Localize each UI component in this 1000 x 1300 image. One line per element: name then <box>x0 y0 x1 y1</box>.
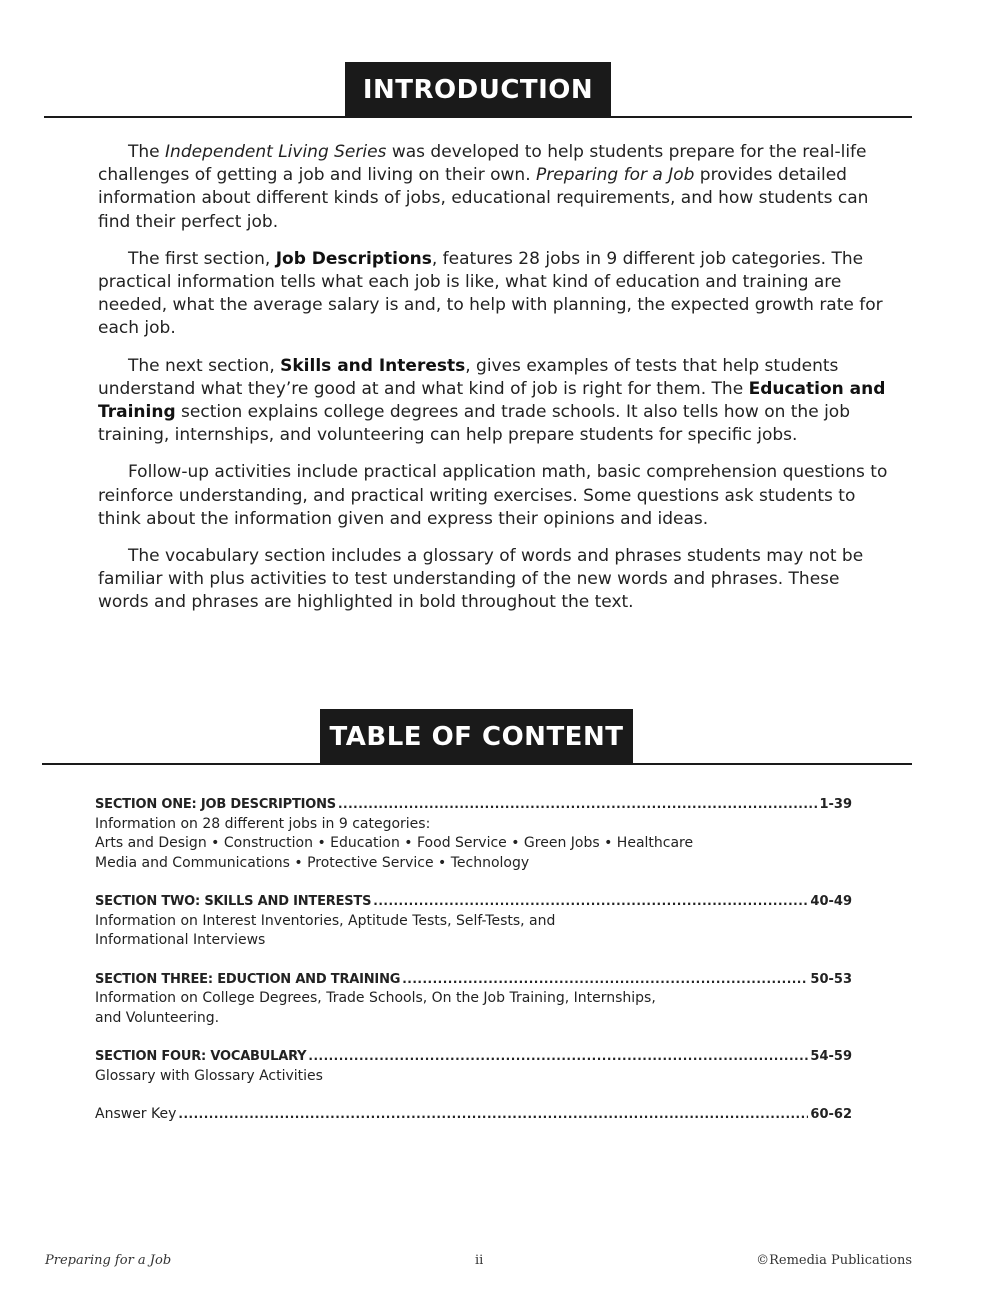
toc-entry <box>95 1105 852 1125</box>
toc-entry-description: Information on College Degrees, Trade Schools, On the Job Training, Internships, <box>95 990 656 1006</box>
footer-publisher: ©Remedia Publications <box>756 1253 912 1268</box>
toc-entry <box>95 892 852 951</box>
toc-entry <box>95 970 852 1029</box>
text-run: , features 28 jobs in 9 different job categories. The practical information tells what each job is like, what kind of education and training are needed, what the average salary is and, to help with planning, the expected growth rate for each job. <box>98 248 883 339</box>
intro-body <box>98 141 888 629</box>
table-of-contents <box>95 795 852 1144</box>
text-run: The <box>128 142 166 162</box>
intro-paragraph <box>98 545 888 615</box>
toc-entry-description: Media and Communications • Protective Service • Technology <box>95 854 530 871</box>
toc-entry-description: Arts and Design • Construction • Education • Food Service • Green Jobs • Healthcare <box>95 835 694 851</box>
toc-entry-description: Glossary with Glossary Activities <box>95 1067 323 1084</box>
bold-term: Job Descriptions <box>275 248 432 269</box>
intro-paragraph <box>98 248 888 341</box>
text-run: The next section, <box>128 355 281 376</box>
toc-heading-text: TABLE OF CONTENT <box>329 722 624 752</box>
toc-entry-description: Informational Interviews <box>95 932 266 948</box>
toc-entry-line <box>95 1105 852 1125</box>
toc-dot-leader <box>308 1047 808 1067</box>
toc-entry-pages: 50-53 <box>810 971 852 987</box>
intro-heading-text: INTRODUCTION <box>362 75 594 105</box>
italic-title: Preparing for a Job <box>536 165 695 186</box>
toc-entry <box>95 1047 852 1086</box>
intro-paragraph <box>98 461 888 531</box>
bold-term: Skills and Interests <box>280 355 466 376</box>
toc-dot-leader <box>402 970 808 990</box>
toc-entry-pages: 1-39 <box>819 797 852 812</box>
text-run: section explains college degrees and trade schools. It also tells how on the job training, internships, and volunteering can help prepare students for specific jobs. <box>98 402 850 446</box>
toc-dot-leader <box>178 1105 808 1125</box>
bold-term: Education and Training <box>98 378 886 423</box>
italic-title: Independent Living Series <box>165 142 387 162</box>
text-run: was developed to help students prepare for the real-life challenges of getting a job and living on their own. <box>98 142 867 186</box>
toc-entry-line <box>95 795 852 815</box>
footer-book-title: Preparing for a Job <box>45 1253 172 1268</box>
intro-heading <box>345 62 611 118</box>
intro-paragraph <box>98 141 888 234</box>
text-run: Follow-up activities include practical application math, basic comprehension questions to reinforce understanding, and practical writing exercises. Some questions ask students to think about the information given and express their opinions and ideas. <box>98 462 888 529</box>
toc-entry-description: and Volunteering. <box>95 1009 220 1026</box>
toc-entry-line <box>95 970 852 990</box>
text-run: The first section, <box>128 248 276 269</box>
page-footer <box>45 1253 912 1273</box>
toc-entry-title: SECTION TWO: SKILLS AND INTERESTS <box>95 894 372 909</box>
toc-entry-pages: 60-62 <box>810 1107 852 1122</box>
toc-entry-title: SECTION THREE: EDUCTION AND TRAINING <box>95 971 401 987</box>
text-run: The vocabulary section includes a glossary of words and phrases students may not be familiar with plus activities to test understanding of the new words and phrases. These words and phrases are highlighted in bold throughout the text. <box>98 546 864 613</box>
toc-entry <box>95 795 852 873</box>
toc-entry-title: SECTION ONE: JOB DESCRIPTIONS <box>95 797 336 812</box>
toc-entry-line <box>95 892 852 912</box>
page-number: ii <box>475 1253 484 1268</box>
intro-paragraph <box>98 355 888 448</box>
text-run: , gives examples of tests that help students understand what they’re good at and what kind of job is right for them. The <box>98 355 839 399</box>
toc-entry-title: SECTION FOUR: VOCABULARY <box>95 1049 307 1064</box>
toc-entry-pages: 54-59 <box>810 1049 852 1064</box>
toc-entry-description: Information on 28 different jobs in 9 categories: <box>95 815 431 832</box>
toc-entry-title: Answer Key <box>95 1106 177 1122</box>
toc-entry-line <box>95 1047 852 1067</box>
toc-entry-pages: 40-49 <box>810 894 852 909</box>
toc-entry-description: Information on Interest Inventories, Aptitude Tests, Self-Tests, and <box>95 912 556 929</box>
toc-dot-leader <box>338 795 818 815</box>
toc-dot-leader <box>373 892 808 912</box>
toc-heading <box>320 709 633 765</box>
text-run: provides detailed information about different kinds of jobs, educational requirements, and how students can find their perfect job. <box>98 165 869 232</box>
